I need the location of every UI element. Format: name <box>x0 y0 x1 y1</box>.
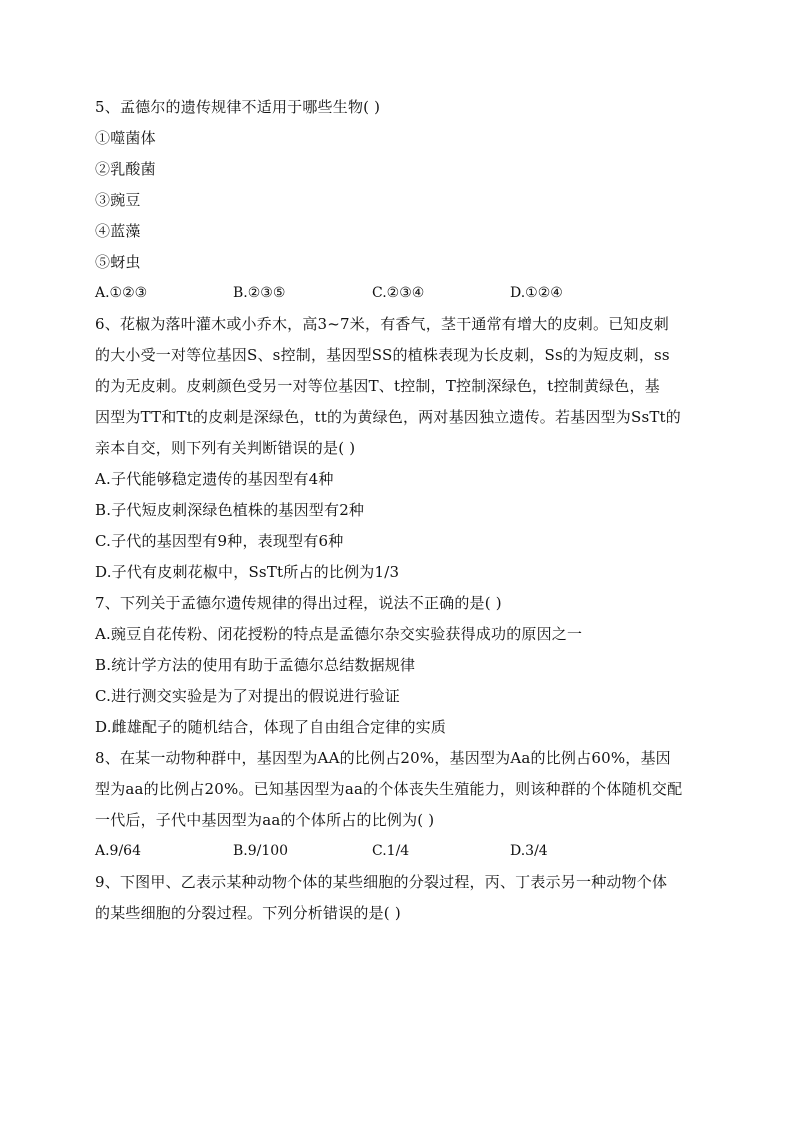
q6-option-a: A.子代能够稳定遗传的基因型有4种 <box>95 470 334 488</box>
q6-line-2: 的大小受一对等位基因S、s控制，基因型SS的植株表现为长皮刺，Ss的为短皮刺，ss <box>95 346 670 364</box>
q5-stem: 5、孟德尔的遗传规律不适用于哪些生物( ) <box>95 98 381 116</box>
q5-item-4: ④蓝藻 <box>95 222 141 240</box>
q8-option-c: C.1/4 <box>372 843 410 859</box>
q8-line-2: 型为aa的比例占20%。已知基因型为aa的个体丧失生殖能力，则该种群的个体随机交配 <box>95 780 683 798</box>
q5-option-a: A.①②③ <box>95 285 148 301</box>
q6-option-d: D.子代有皮刺花椒中，SsTt所占的比例为1/3 <box>95 563 400 581</box>
q5-option-d: D.①②④ <box>510 285 563 301</box>
q5-option-c: C.②③④ <box>372 285 425 301</box>
q7-option-b: B.统计学方法的使用有助于孟德尔总结数据规律 <box>95 656 416 674</box>
q7-option-a: A.豌豆自花传粉、闭花授粉的特点是孟德尔杂交实验获得成功的原因之一 <box>95 625 583 643</box>
q8-option-d: D.3/4 <box>510 843 548 859</box>
q7-stem: 7、下列关于孟德尔遗传规律的得出过程，说法不正确的是( ) <box>95 594 502 612</box>
q9-line-1: 9、下图甲、乙表示某种动物个体的某些细胞的分裂过程，丙、丁表示另一种动物个体 <box>95 873 668 891</box>
q5-item-1: ①噬菌体 <box>95 129 156 147</box>
q7-option-d: D.雌雄配子的随机结合，体现了自由组合定律的实质 <box>95 718 447 736</box>
q9-line-2: 的某些细胞的分裂过程。下列分析错误的是( ) <box>95 904 401 922</box>
q8-option-a: A.9/64 <box>95 843 141 859</box>
q8-line-3: 一代后，子代中基因型为aa的个体所占的比例为( ) <box>95 811 435 829</box>
q5-item-3: ③豌豆 <box>95 191 141 209</box>
q8-line-1: 8、在某一动物种群中，基因型为AA的比例占20%，基因型为Aa的比例占60%，基因 <box>95 749 671 767</box>
q6-line-3: 的为无皮刺。皮刺颜色受另一对等位基因T、t控制，T控制深绿色，t控制黄绿色，基 <box>95 377 660 395</box>
q8-option-b: B.9/100 <box>233 843 289 859</box>
q6-line-5: 亲本自交，则下列有关判断错误的是( ) <box>95 439 356 457</box>
q6-option-b: B.子代短皮刺深绿色植株的基因型有2种 <box>95 501 365 519</box>
q6-option-c: C.子代的基因型有9种，表现型有6种 <box>95 532 344 550</box>
q6-line-1: 6、花椒为落叶灌木或小乔木，高3~7米，有香气，茎干通常有增大的皮刺。已知皮刺 <box>95 315 670 333</box>
q5-item-2: ②乳酸菌 <box>95 160 156 178</box>
q5-option-b: B.②③⑤ <box>233 285 286 301</box>
q7-option-c: C.进行测交实验是为了对提出的假说进行验证 <box>95 687 400 705</box>
q5-item-5: ⑤蚜虫 <box>95 253 141 271</box>
q6-line-4: 因型为TT和Tt的皮刺是深绿色，tt的为黄绿色，两对基因独立遗传。若基因型为SsTt的 <box>95 408 681 426</box>
